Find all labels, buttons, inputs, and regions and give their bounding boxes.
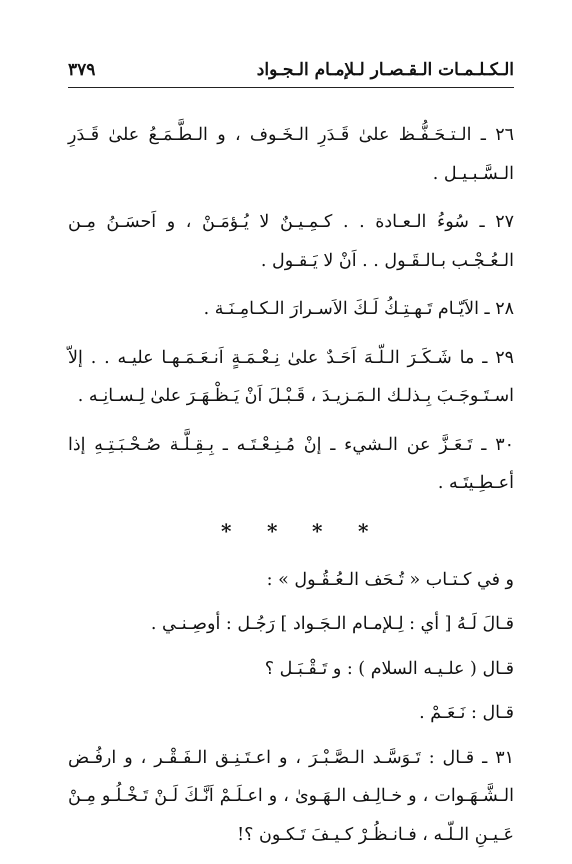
saying-26: ٢٦ ـ الـتـحَـفُّـظ علىٰ قَـدَرِ الـخَـوف ، و الـطَّـمَـعُ علىٰ قَـدَرِ الـسَّـبـيـل . — [68, 125, 514, 184]
header-rule — [68, 87, 514, 88]
section-separator — [68, 519, 514, 543]
saying-30: ٣٠ ـ تَـعَـزَّ عن الـشيء ـ إنْ مُـنِـعْـتَـه ـ بِـقِـلَّـة صُـحْـبَـتِـهِ إذا أعـطِـيتَـه . — [68, 434, 514, 493]
saying-29: ٢٩ ـ ما شَـكَـرَ الـلّـهَ اَحَـدٌ علىٰ نِـعْـمَـةٍ اَنـعَـمَـهـا عليـه . . إلاّ اسـتَـوجَـبَ بِـذلـك الـمَـزيـدَ ، قَـبْـلَ اَنْ يَـظْـهَـرَ علىٰ لِـسـانِـه . — [68, 347, 514, 406]
separator-star: * — [358, 518, 369, 543]
dialogue-line: قـال : نَـعَـمْ . — [419, 703, 514, 723]
saying-27: ٢٧ ـ سُوءُ الـعـادة . . كـمِـيـنٌ لا يُـؤمَـنْ ، و اَحسَـنُ مِـن الـعُـجْـب بـالـقَـول . . اَنْ لا يَـقـول . — [68, 212, 514, 271]
separator-star: * — [221, 518, 232, 543]
saying-28: ٢٨ ـ الاَيّـام تَـهـتِـكُ لَـكَ الاَسـرارَ الـكـامِـنَـة . — [203, 299, 514, 319]
running-title: الـكـلـمـات الـقـصـار لـلإمـام الـجـواد — [256, 60, 514, 80]
separator-star: * — [267, 518, 278, 543]
page-number: ٣٧٩ — [68, 60, 96, 80]
dialogue-line: قـالَ لَـهُ [ أي : لِـلإمـام الـجَـواد ] رَجُـل : أوصِـنـي . — [150, 614, 514, 634]
saying-31: ٣١ ـ قـال : تَـوَسَّـد الـصَّـبْـرَ ، و اعـتَـنِـق الـفَـقْـر ، و ارفُـض الـشَّـهَـوات ، و خـالِـف الـهَـوىٰ ، و اعـلَـمْ اَنَّـكَ لَـنْ تَـخْـلُـو مِـنْ عَـيـنِ الـلّـه ، فـانـظُـرْ كـيـفَ تَـكـون ؟! — [68, 747, 514, 845]
separator-star: * — [312, 518, 323, 543]
page-header — [68, 58, 514, 88]
section-intro: و في كـتـاب « تُـحَف الـعُـقُـول » : — [266, 569, 514, 590]
dialogue-line: قـال ( علـيـه السلام ) : و تَـقْـبَـل ؟ — [264, 658, 514, 679]
page-body — [68, 116, 514, 864]
